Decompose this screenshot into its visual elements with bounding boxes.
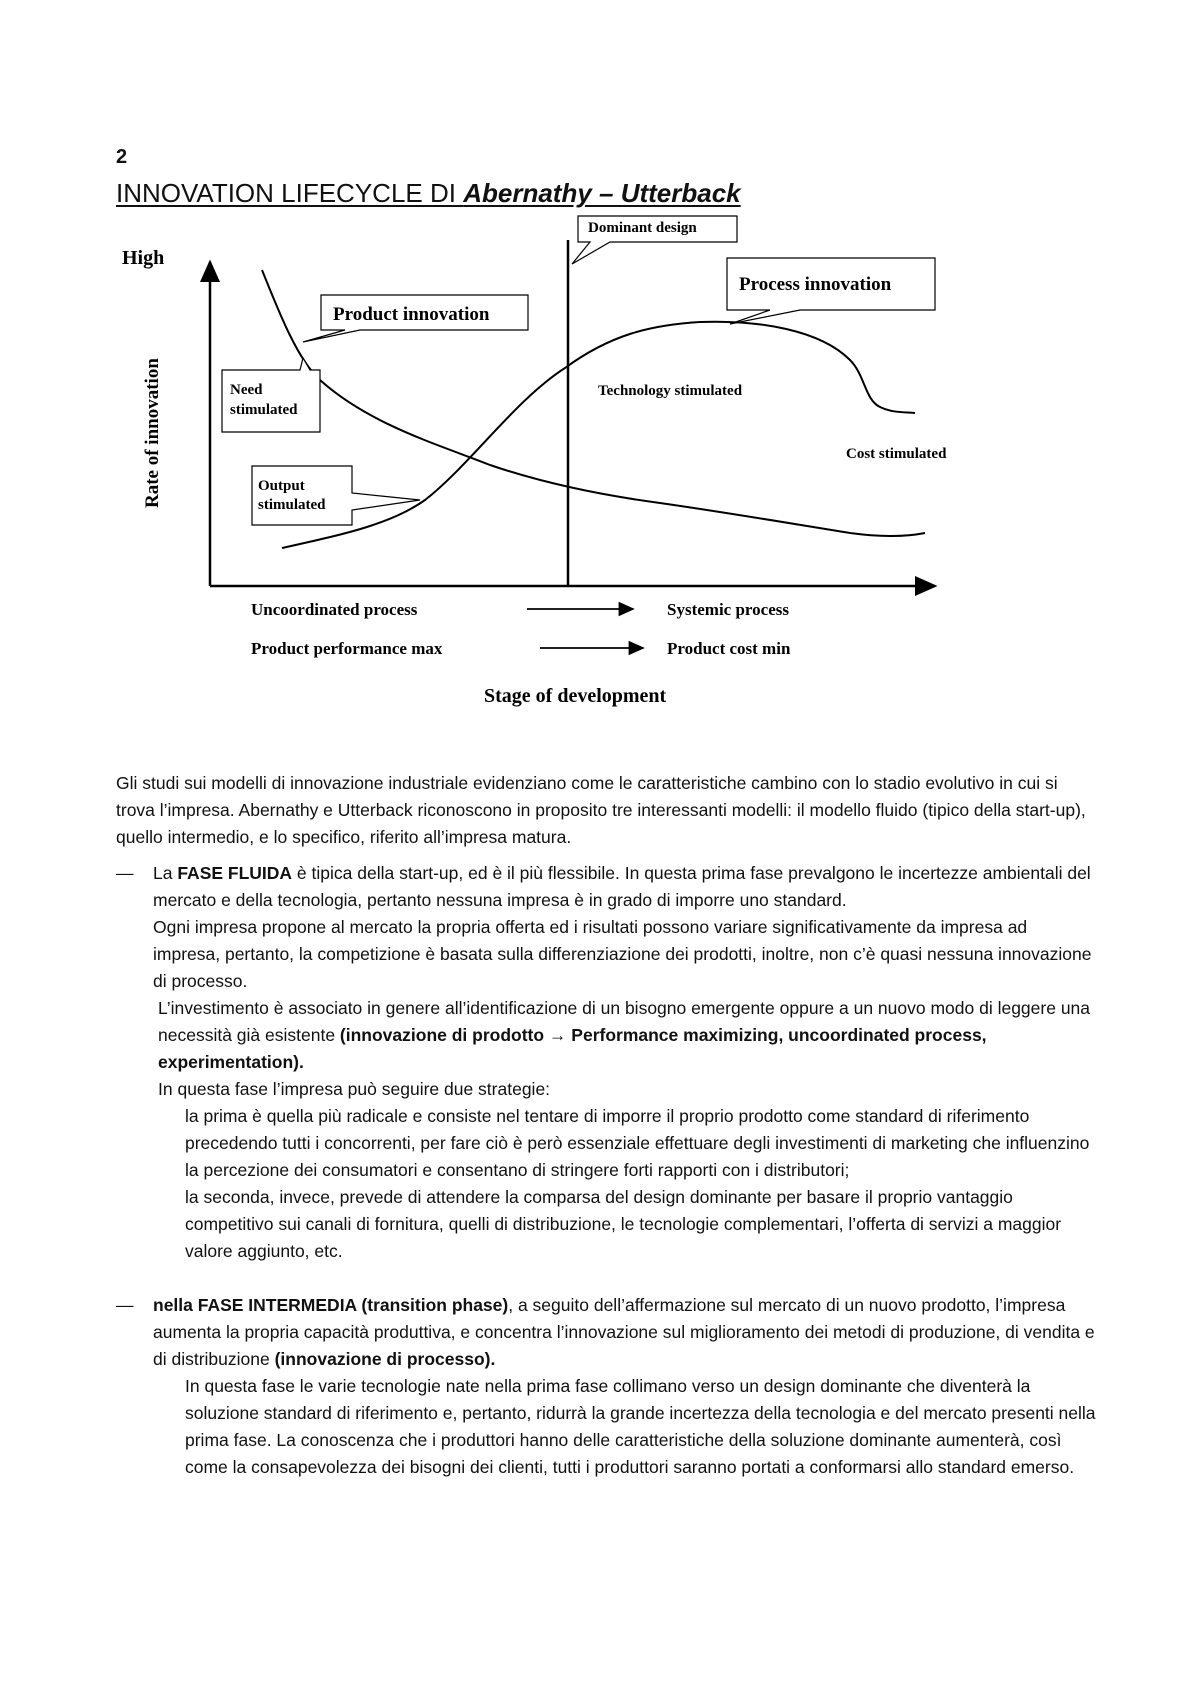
fluida-lead-a: La: [153, 863, 178, 883]
x-row-2-from: Product performance max: [251, 639, 443, 658]
body-text: [116, 770, 1096, 1481]
need-stimulated-label-1: Need: [230, 382, 263, 398]
fluida-lead-b: FASE FLUIDA: [177, 863, 293, 883]
bullet-fase-intermedia: [116, 1292, 1096, 1481]
technology-stimulated-label: Technology stimulated: [598, 383, 743, 399]
x-row-1-from: Uncoordinated process: [251, 600, 418, 619]
dash-marker: —: [116, 1295, 134, 1315]
output-stimulated-label-2: stimulated: [258, 497, 326, 513]
dash-marker: —: [116, 863, 134, 883]
fluida-lead: [153, 860, 1096, 914]
fluida-p4: In questa fase l’impresa può seguire due strategie:: [158, 1079, 551, 1099]
strategy-2-text: la seconda, invece, prevede di attendere la comparsa del design dominante per basare il proprio vantaggio competitivo sui canali di fornitura, quelli di distribuzione, le tecnologie complementari, l’offerta di servizi a maggior valore aggiunto, etc.: [185, 1187, 1062, 1261]
process-innovation-label: Process innovation: [739, 274, 892, 295]
y-high-label: High: [122, 247, 165, 269]
strategy-item-2: [153, 1184, 1096, 1265]
intermedia-lead: [153, 1292, 1096, 1373]
intro-paragraph: Gli studi sui modelli di innovazione industriale evidenziano come le caratteristiche cambino con lo stadio evolutivo in cui si trova l’impresa. Abernathy e Utterback riconoscono in proposito tre interessanti modelli: il modello fluido (tipico della start-up), quello intermedio, e lo specifico, riferito all’impresa matura.: [116, 773, 1086, 847]
title-authors: Abernathy – Utterback: [463, 178, 741, 208]
page-title: [116, 178, 741, 209]
strategy-1-text: la prima è quella più radicale e consiste nel tentare di imporre il proprio prodotto come standard di riferimento precedendo tutti i concorrenti, per fare ciò è però essenziale effettuare degli investimenti di marketing che influenzino la percezione dei consumatori e consentano di stringere forti rapporti con i distributori;: [185, 1106, 1090, 1180]
strategy-item-1: [153, 1103, 1096, 1184]
need-stimulated-label-2: stimulated: [230, 402, 298, 418]
product-innovation-label: Product innovation: [333, 304, 490, 325]
fluida-p3: [153, 995, 1096, 1076]
innovation-lifecycle-diagram: [0, 210, 1200, 770]
fluida-p3-a: L’investimento è associato in genere all’identificazione di un bisogno emergente oppure a un nuovo modo di leggere una necessità già esistente: [158, 998, 1091, 1045]
bullet-fase-fluida: [116, 860, 1096, 1265]
intermedia-lead-c: (innovazione di processo).: [274, 1349, 496, 1369]
cost-stimulated-label: Cost stimulated: [846, 446, 947, 462]
y-axis-label: Rate of innovation: [142, 358, 163, 508]
x-row-2-to: Product cost min: [667, 639, 791, 658]
intermedia-lead-b: , a seguito dell’affermazione sul mercato di un nuovo prodotto, l’impresa aumenta la propria capacità produttiva, e concentra l’innovazione sul miglioramento dei metodi di produzione, di vendita e di distribuzione: [153, 1295, 1095, 1369]
intermedia-lead-a: nella FASE INTERMEDIA (transition phase): [153, 1295, 509, 1315]
fluida-p3-b: (innovazione di prodotto → Performance maximizing, uncoordinated process, experimentation).: [158, 1025, 987, 1072]
intermedia-p2: In questa fase le varie tecnologie nate nella prima fase collimano verso un design dominante che diventerà la soluzione standard di riferimento e, pertanto, ridurrà la grande incertezza della tecnologia e del mercato presenti nella prima fase. La conoscenza che i produttori hanno delle caratteristiche della soluzione dominante aumenterà, così come la consapevolezza dei bisogni dei clienti, tutti i produttori saranno portati a conformarsi allo standard emerso.: [185, 1376, 1096, 1477]
title-prefix: INNOVATION LIFECYCLE DI: [116, 178, 464, 208]
x-axis-label: Stage of development: [484, 685, 667, 707]
fluida-lead-c: è tipica della start-up, ed è il più flessibile. In questa prima fase prevalgono le incertezze ambientali del mercato e della tecnologia, pertanto nessuna impresa è in grado di imporre uno standard.: [153, 863, 1091, 910]
page-number: 2: [116, 146, 128, 168]
fluida-p2: Ogni impresa propone al mercato la propria offerta ed i risultati possono variare significativamente da impresa ad impresa, pertanto, la competizione è basata sulla differenziazione dei prodotti, inoltre, non c’è quasi nessuna innovazione di processo.: [153, 917, 1092, 991]
x-row-1-to: Systemic process: [667, 600, 789, 619]
process-innovation-curve: [282, 322, 915, 548]
dominant-design-label: Dominant design: [588, 220, 697, 236]
output-stimulated-label-1: Output: [258, 478, 305, 494]
